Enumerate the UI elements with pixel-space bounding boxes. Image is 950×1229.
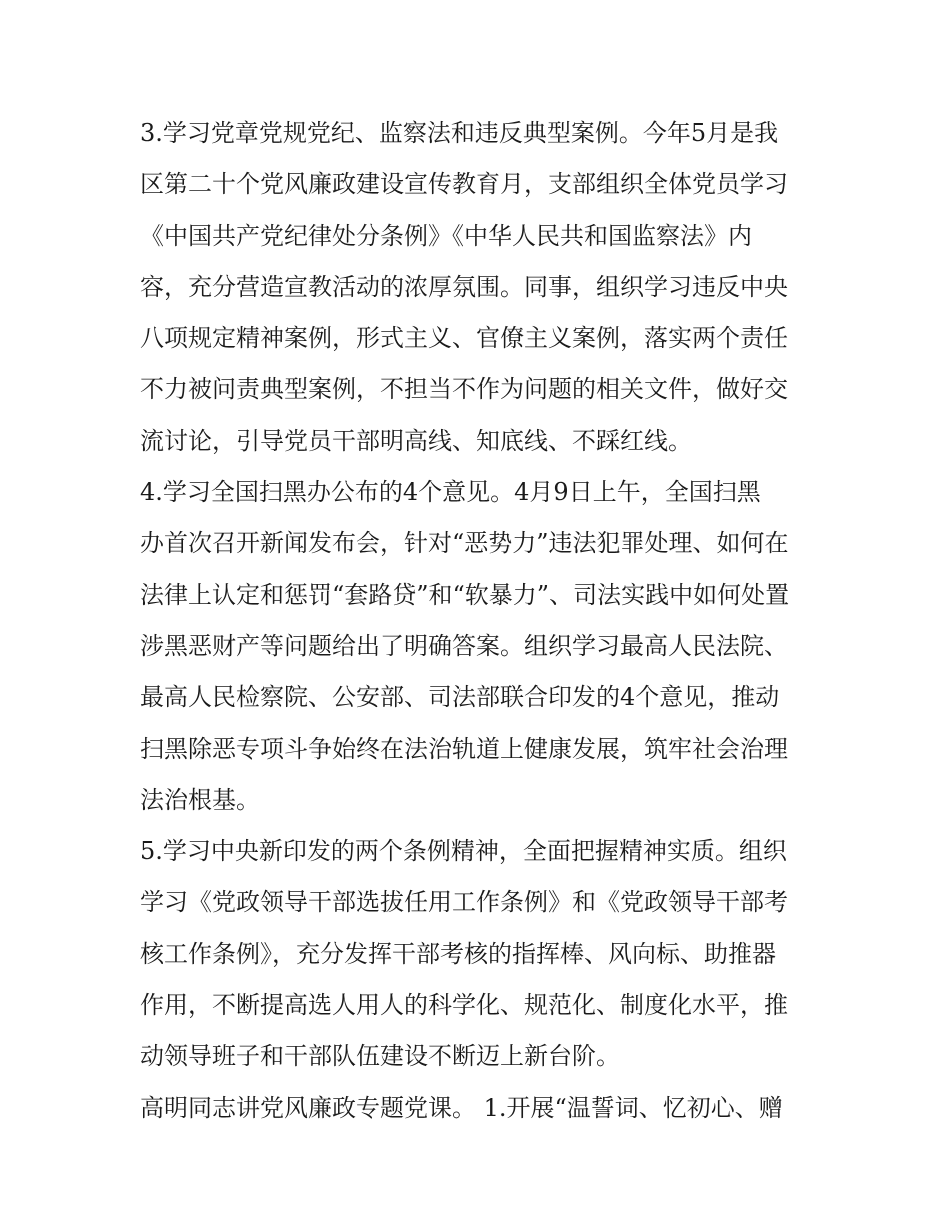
text-line: 八项规定精神案例，形式主义、官僚主义案例，落实两个责任: [140, 324, 788, 353]
text-line: 核工作条例》，充分发挥干部考核的指挥棒、风向标、助推器: [140, 939, 776, 968]
text-line: 不力被问责典型案例，不担当不作为问题的相关文件，做好交: [140, 375, 788, 404]
text-line: 《中国共产党纪律处分条例》《中华人民共和国监察法》内: [140, 221, 752, 250]
text-line: 学习《党政领导干部选拔任用工作条例》和《党政领导干部考: [140, 888, 788, 917]
text-line: 区第二十个党风廉政建设宣传教育月，支部组织全体党员学习: [140, 170, 788, 199]
text-line: 流讨论，引导党员干部明高线、知底线、不踩红线。: [140, 426, 692, 455]
text-line: 涉黑恶财产等问题给出了明确答案。组织学习最高人民法院、: [140, 631, 788, 660]
text-line: 办首次召开新闻发布会，针对“恶势力”违法犯罪处理、如何在: [140, 529, 789, 558]
document-body: [140, 108, 820, 1134]
text-line: 法治根基。: [140, 785, 260, 814]
text-line: 动领导班子和干部队伍建设不断迈上新台阶。: [140, 1042, 620, 1071]
text-line: 最高人民检察院、公安部、司法部联合印发的4个意见，推动: [140, 683, 780, 712]
text-line: 法律上认定和惩罚“套路贷”和“软暴力”、司法实践中如何处置: [140, 580, 790, 609]
text-line: 容，充分营造宣教活动的浓厚氛围。同事，组织学习违反中央: [140, 272, 788, 301]
text-line: 作用，不断提高选人用人的科学化、规范化、制度化水平，推: [140, 991, 788, 1020]
text-line: 扫黑除恶专项斗争始终在法治轨道上健康发展，筑牢社会治理: [140, 734, 788, 763]
text-line: 5.学习中央新印发的两个条例精神，全面把握精神实质。组织: [140, 837, 787, 866]
text-line: 高明同志讲党风廉政专题党课。 1.开展“温誓词、忆初心、赠: [140, 1093, 783, 1122]
text-line: 3.学习党章党规党纪、监察法和违反典型案例。今年5月是我: [140, 119, 779, 147]
text-line: 4.学习全国扫黑办公布的4个意见。4月9日上午，全国扫黑: [140, 478, 761, 507]
